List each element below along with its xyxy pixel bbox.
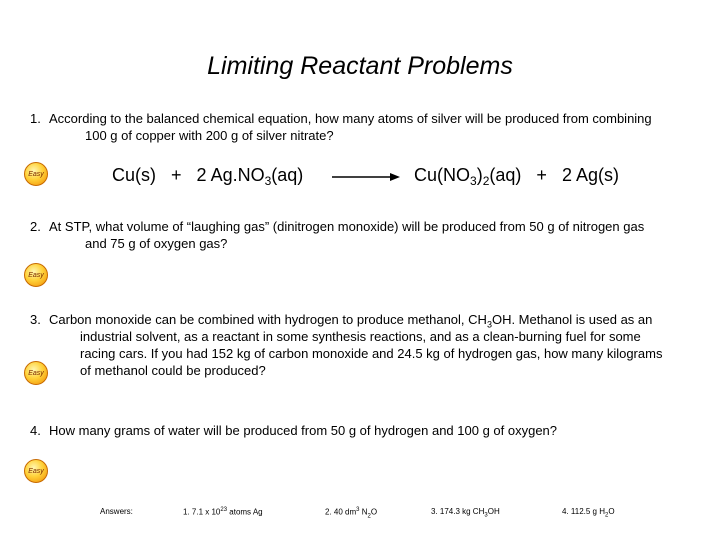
question-number: 4.: [30, 423, 41, 438]
reactant-copper: Cu(s): [112, 165, 156, 185]
question-text-line: racing cars. If you had 152 kg of carbon monoxide and 24.5 kg of hydrogen gas, how many kilograms: [80, 346, 663, 361]
question-text-line: At STP, what volume of “laughing gas” (dinitrogen monoxide) will be produced from 50 g of nitrogen gas: [49, 219, 645, 234]
question-text-line: According to the balanced chemical equation, how many atoms of silver will be produced from combining: [49, 111, 652, 126]
reactant-silver-nitrate: 2 $Ag.NO_3(aq)$: [196, 165, 304, 188]
question-text-line: industrial solvent, as a reactant in some synthesis reactions, and as a clean-burning fuel for some: [80, 329, 641, 344]
answer-2: 2. 40 $dm^3$ $N_2O$: [325, 507, 378, 520]
answer-3: 3. 174.3 kg $CH_3OH$: [431, 507, 500, 519]
question-text-line: of methanol could be produced?: [80, 363, 266, 378]
question-text-line: Carbon monoxide can be combined with hydrogen to produce methanol, $CH_3OH$. Methanol is used as an: [49, 312, 653, 330]
question-number: 2.: [30, 219, 41, 234]
page-title: Limiting Reactant Problems: [207, 52, 513, 80]
answer-1: 1. 7.1 x $10^{23}$ atoms Ag: [183, 507, 263, 517]
question-number: 1.: [30, 111, 41, 126]
plus-sign: +: [536, 165, 547, 185]
easy-badge-icon: Easy: [24, 361, 48, 385]
answer-4: 4. 112.5 g $H_2O$: [562, 507, 615, 519]
chemical-equation: [112, 165, 303, 188]
reaction-arrow-icon: [330, 170, 402, 184]
question-number: 3.: [30, 312, 41, 327]
plus-sign: +: [171, 165, 182, 185]
chemical-equation-products: [414, 165, 619, 188]
question-text-line: and 75 g of oxygen gas?: [85, 236, 228, 251]
product-copper-nitrate: $Cu(NO_3)_2(aq)$: [414, 165, 522, 188]
easy-badge-icon: Easy: [24, 459, 48, 483]
easy-badge-icon: Easy: [24, 263, 48, 287]
question-text-line: How many grams of water will be produced from 50 g of hydrogen and 100 g of oxygen?: [49, 423, 558, 438]
product-silver: 2 Ag(s): [561, 165, 619, 185]
easy-badge-icon: Easy: [24, 162, 48, 186]
answers-label: Answers:: [100, 507, 133, 516]
question-text-line: 100 g of copper with 200 g of silver nitrate?: [85, 128, 334, 143]
